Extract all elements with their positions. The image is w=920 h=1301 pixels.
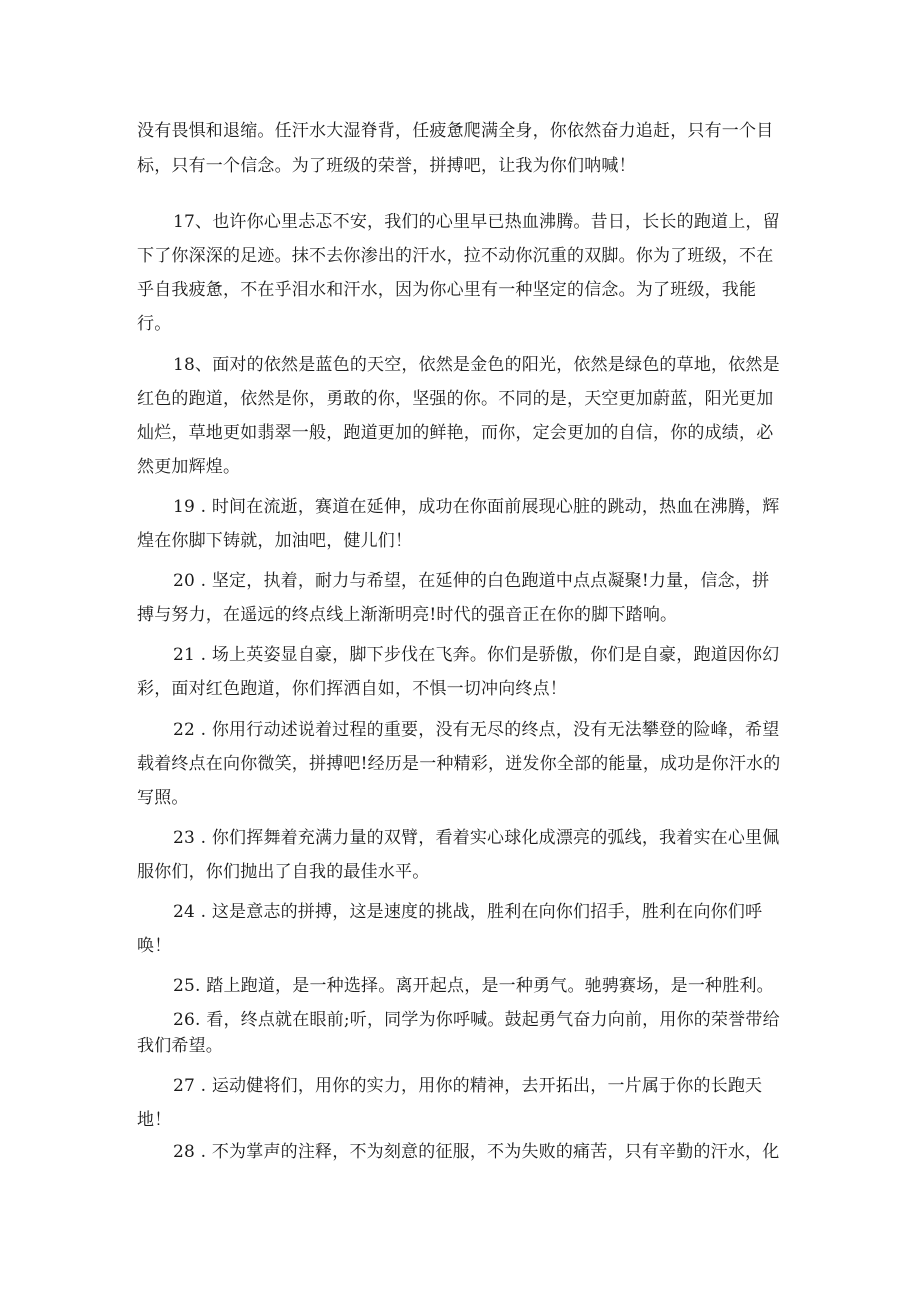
text-line: 载着终点在向你微笑，拼搏吧!经历是一种精彩，迸发你全部的能量，成功是你汗水的	[137, 754, 781, 774]
paragraph-19-start: 19 . 时间在流逝，赛道在延伸，成功在你面前展现心脏的跳动，热血在沸腾，辉	[173, 497, 780, 517]
text-line: 乎自我疲惫，不在乎泪水和汗水，因为你心里有一种坚定的信念。为了班级，我能	[137, 280, 757, 300]
text-line: 标，只有一个信念。为了班级的荣誉，拼搏吧，让我为你们呐喊！	[137, 156, 636, 176]
text-line: 唤！	[137, 936, 172, 956]
paragraph-26-start: 26. 看，终点就在眼前;听，同学为你呼喊。鼓起勇气奋力向前，用你的荣誉带给	[173, 1010, 780, 1030]
text-line: 彩，面对红色跑道，你们挥洒自如，不惧一切冲向终点！	[137, 679, 567, 699]
text-line: 搏与努力，在遥远的终点线上渐渐明亮!时代的强音正在你的脚下踏响。	[137, 605, 678, 625]
paragraph-23-start: 23 . 你们挥舞着充满力量的双臂，看着实心球化成漂亮的弧线，我着实在心里佩	[173, 828, 780, 848]
text-line: 地！	[137, 1110, 172, 1130]
paragraph-22-start: 22 . 你用行动述说着过程的重要，没有无尽的终点，没有无法攀登的险峰，希望	[173, 720, 780, 740]
text-line: 写照。	[137, 788, 189, 808]
text-line: 行。	[137, 314, 172, 334]
paragraph-20-start: 20 . 坚定，执着，耐力与希望，在延伸的白色跑道中点点凝聚!力量，信念，拼	[173, 571, 770, 591]
text-line: 我们希望。	[137, 1036, 223, 1056]
text-line: 没有畏惧和退缩。任汗水大湿脊背，任疲惫爬满全身，你依然奋力追赶，只有一个目	[137, 121, 774, 141]
paragraph-21-start: 21 . 场上英姿显自豪，脚下步伐在飞奔。你们是骄傲，你们是自豪，跑道因你幻	[173, 645, 780, 665]
paragraph-28-start: 28 . 不为掌声的注释，不为刻意的征服，不为失败的痛苦，只有辛勤的汗水，化	[173, 1142, 780, 1162]
text-line: 然更加辉煌。	[137, 457, 241, 477]
paragraph-18-start: 18、面对的依然是蓝色的天空，依然是金色的阳光，依然是绿色的草地，依然是	[173, 355, 780, 375]
text-line: 煌在你脚下铸就，加油吧，健儿们！	[137, 531, 413, 551]
paragraph-25: 25. 踏上跑道，是一种选择。离开起点，是一种勇气。驰骋赛场，是一种胜利。	[173, 976, 774, 996]
text-line: 下了你深深的足迹。抹不去你渗出的汗水，拉不动你沉重的双脚。你为了班级，不在	[137, 246, 774, 266]
text-line: 灿烂，草地更如翡翠一般，跑道更加的鲜艳，而你，定会更加的自信，你的成绩，必	[137, 423, 774, 443]
paragraph-17-start: 17、也许你心里忐忑不安，我们的心里早已热血沸腾。昔日，长长的跑道上，留	[173, 212, 780, 232]
paragraph-24-start: 24 . 这是意志的拼搏，这是速度的挑战，胜利在向你们招手，胜利在向你们呼	[173, 902, 763, 922]
paragraph-27-start: 27 . 运动健将们，用你的实力，用你的精神，去开拓出，一片属于你的长跑天	[173, 1076, 763, 1096]
text-line: 服你们，你们抛出了自我的最佳水平。	[137, 862, 430, 882]
text-line: 红色的跑道，依然是你，勇敢的你，坚强的你。不同的是，天空更加蔚蓝，阳光更加	[137, 389, 774, 409]
